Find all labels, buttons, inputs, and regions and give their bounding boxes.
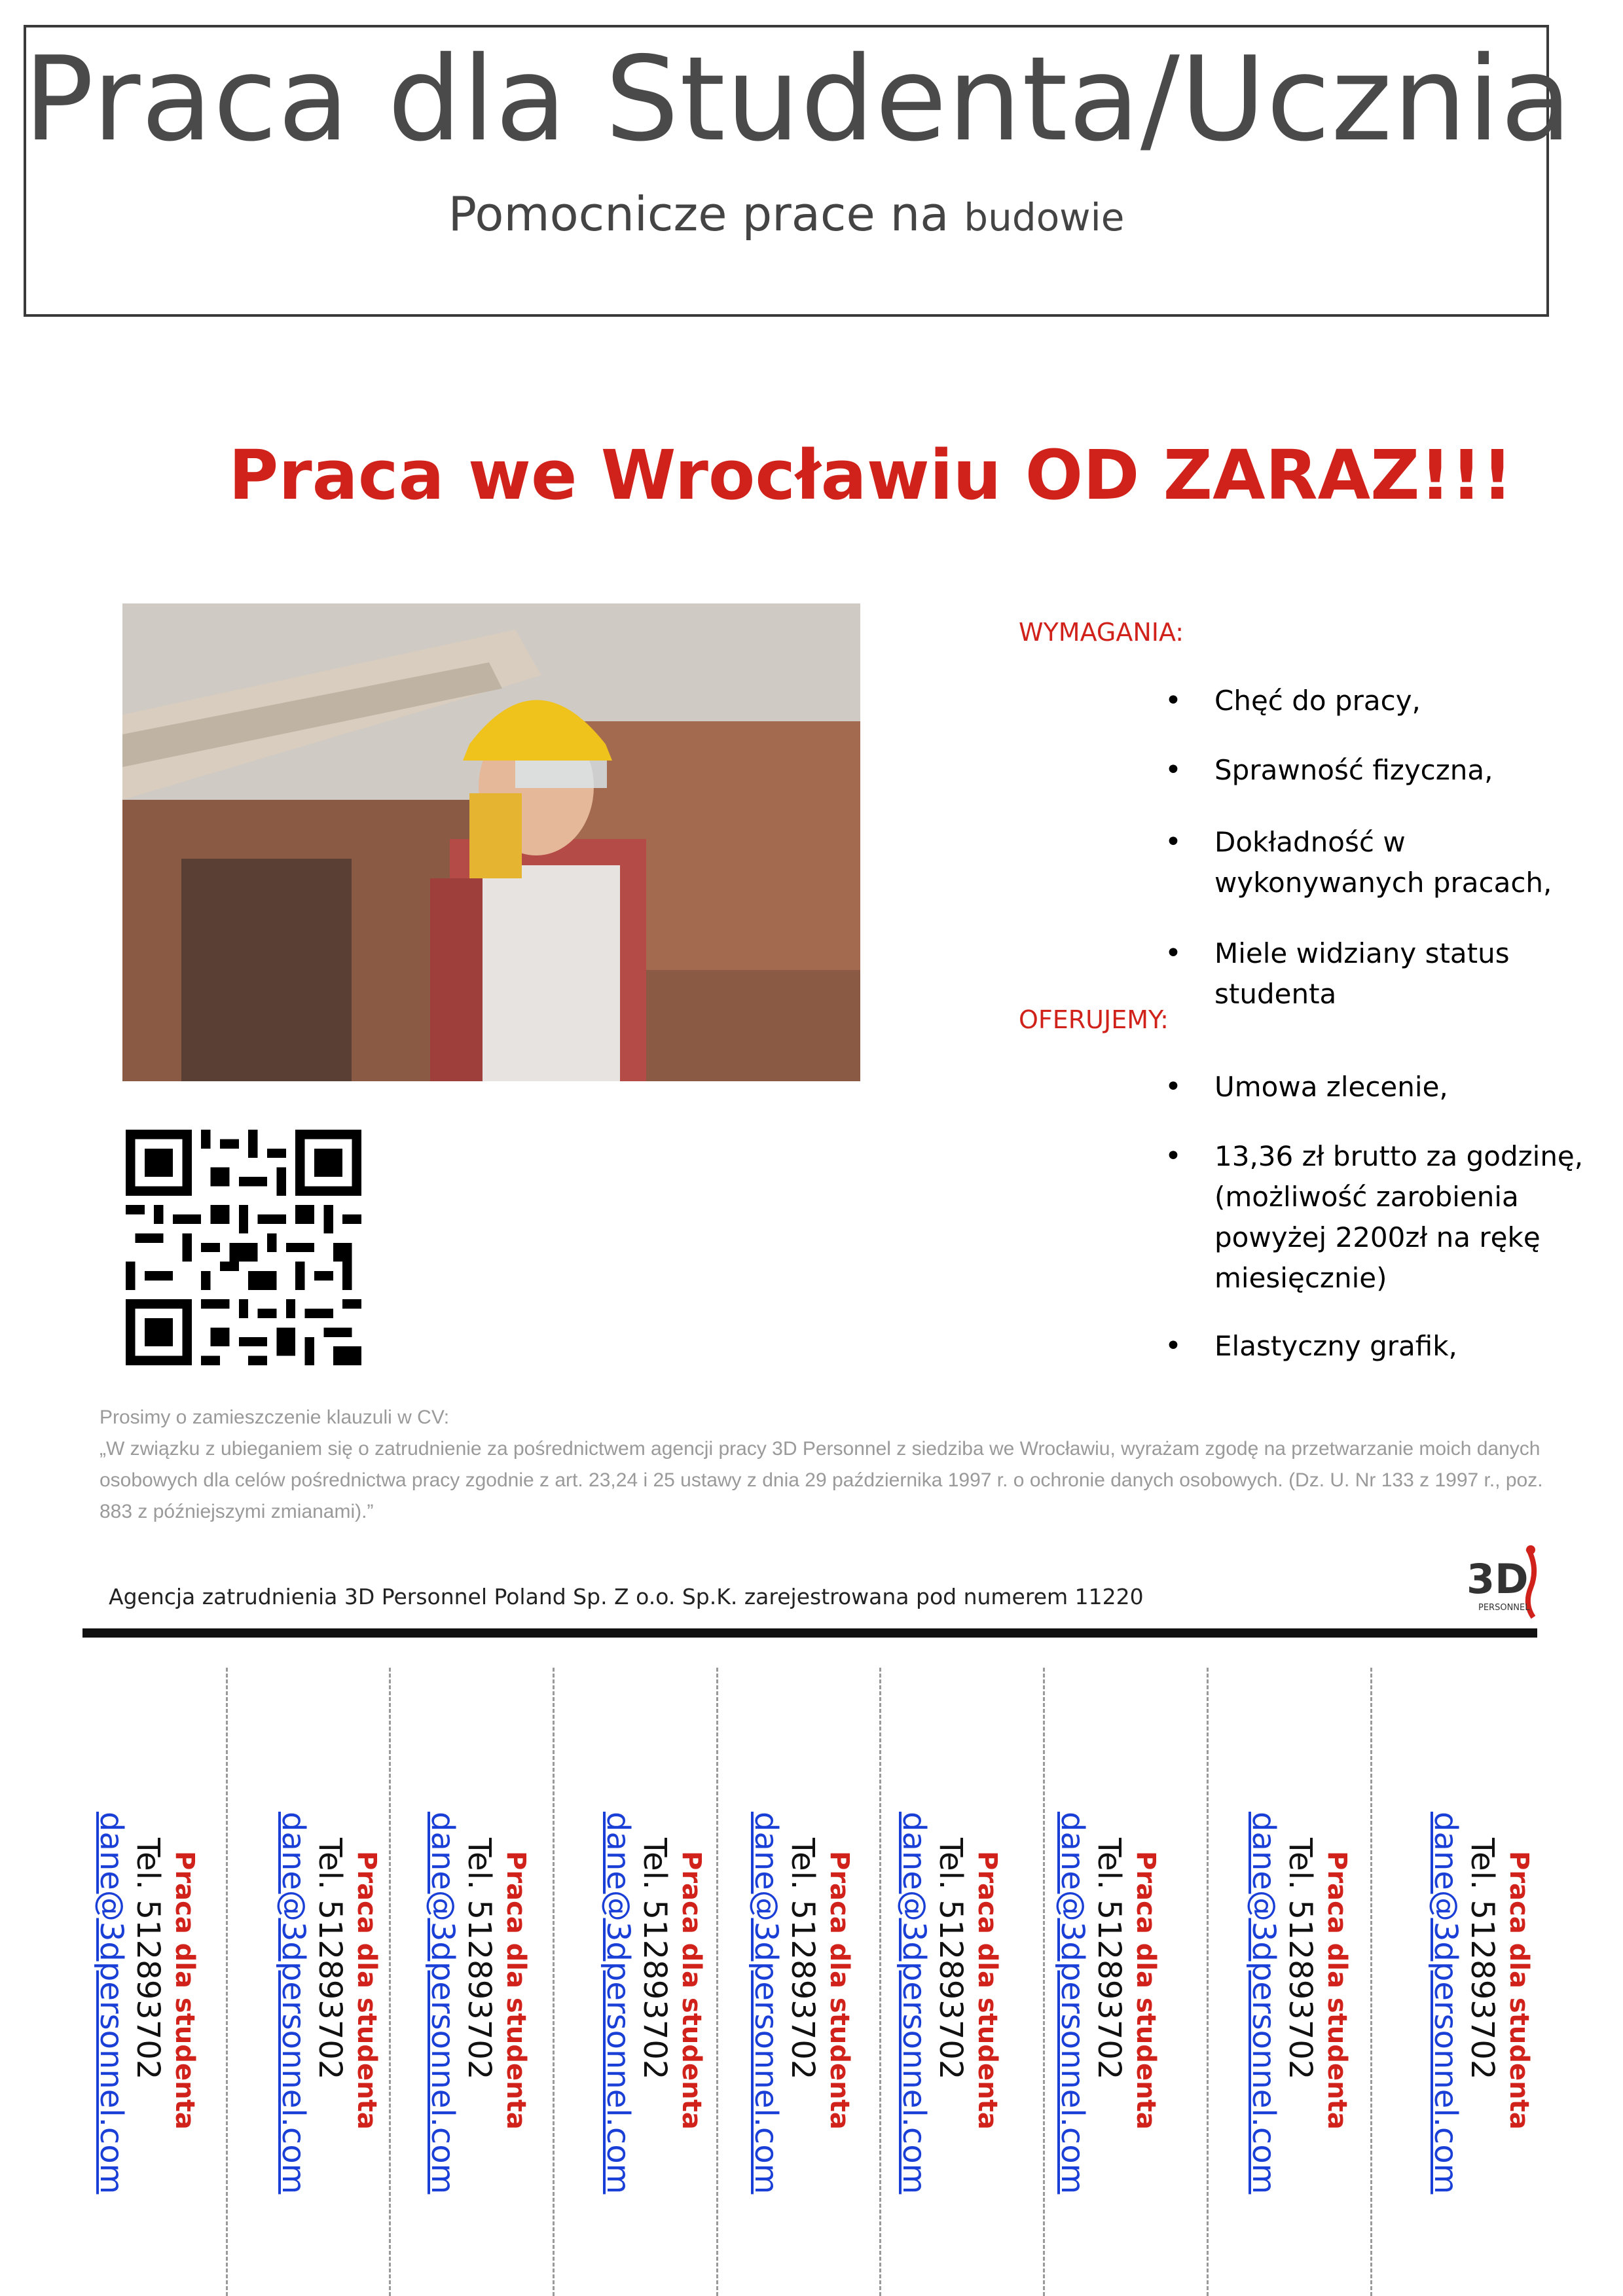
tear-line	[1370, 1668, 1372, 2296]
tab-title: Praca dla studenta	[676, 1851, 706, 2130]
tab-email-link[interactable]: dane@3dpersonnel.com	[275, 1812, 312, 2195]
tab-email-link[interactable]: dane@3dpersonnel.com	[896, 1812, 932, 2195]
svg-text:3D: 3D	[1467, 1555, 1529, 1603]
clause-intro: Prosimy o zamieszczenie klauzuli w CV:	[100, 1407, 450, 1428]
requirement-item: • Dokładność w wykonywanych pracach,	[1214, 822, 1620, 903]
tab-phone: Tel. 512893702	[1091, 1838, 1127, 2080]
page-title: Praca dla Studenta/Ucznia	[24, 31, 1573, 167]
tab-email-link[interactable]: dane@3dpersonnel.com	[93, 1812, 130, 2195]
offer-item: • Umowa zlecenie,	[1214, 1067, 1620, 1107]
tear-line	[1043, 1668, 1045, 2296]
offer-item: • Elastyczny grafik,	[1214, 1326, 1620, 1367]
tab-phone: Tel. 512893702	[312, 1838, 348, 2080]
tab-phone: Tel. 512893702	[932, 1838, 969, 2080]
tear-line	[553, 1668, 555, 2296]
offer-label: OFERUJEMY:	[1019, 1005, 1169, 1034]
requirement-item: • Miele widziany status studenta	[1214, 933, 1620, 1014]
tab-email-link[interactable]: dane@3dpersonnel.com	[1245, 1812, 1282, 2195]
construction-worker-photo	[122, 603, 860, 1081]
tab-phone: Tel. 512893702	[1282, 1838, 1319, 2080]
requirement-item: • Sprawność fizyczna,	[1214, 750, 1620, 791]
page-subtitle	[24, 187, 1549, 242]
tear-line	[389, 1668, 391, 2296]
tab-phone: Tel. 512893702	[1464, 1838, 1501, 2080]
tab-email-link[interactable]: dane@3dpersonnel.com	[424, 1812, 461, 2195]
tab-title: Praca dla studenta	[352, 1851, 382, 2130]
offer-item: • 13,36 zł brutto za godzinę, (możliwość zarobienia powyżej 2200zł na rękę miesięcznie)	[1214, 1136, 1620, 1299]
tab-title: Praca dla studenta	[501, 1851, 531, 2130]
tab-phone: Tel. 512893702	[130, 1838, 166, 2080]
divider-bar	[82, 1628, 1537, 1638]
tab-title: Praca dla studenta	[1504, 1851, 1534, 2130]
svg-text:PERSONNEL: PERSONNEL	[1478, 1603, 1530, 1613]
requirements-label: WYMAGANIA:	[1019, 618, 1184, 647]
tab-title: Praca dla studenta	[1131, 1851, 1161, 2130]
tab-title: Praca dla studenta	[1322, 1851, 1352, 2130]
requirement-item: • Chęć do pracy,	[1214, 681, 1620, 721]
company-logo	[1460, 1542, 1545, 1621]
tear-line	[1207, 1668, 1209, 2296]
subtitle-main: Pomocnicze prace na	[448, 187, 964, 242]
tab-title: Praca dla studenta	[170, 1851, 200, 2130]
tear-line	[226, 1668, 228, 2296]
clause-text: „W związku z ubieganiem się o zatrudnienie za pośrednictwem agencji pracy 3D Personnel z siedziba we Wrocławiu, wyrażam zgodę na przetwarzanie moich danych osobowych dla celów pośrednictwa pracy zgodnie z art. 23,24 i 25 ustawy z dnia 29 października 1997 r. o ochronie danych osobowych. (Dz. U. Nr 133 z 1997 r., poz. 883 z późniejszymi zmianami).”	[100, 1438, 1543, 1522]
tear-line	[716, 1668, 718, 2296]
tab-email-link[interactable]: dane@3dpersonnel.com	[1427, 1812, 1464, 2195]
tear-line	[879, 1668, 881, 2296]
tab-phone: Tel. 512893702	[784, 1838, 821, 2080]
gdpr-clause	[100, 1402, 1559, 1528]
qr-code[interactable]	[126, 1130, 361, 1365]
tab-email-link[interactable]: dane@3dpersonnel.com	[1054, 1812, 1091, 2195]
agency-info: Agencja zatrudnienia 3D Personnel Poland Sp. Z o.o. Sp.K. zarejestrowana pod numerem 11220	[109, 1584, 1144, 1609]
tab-phone: Tel. 512893702	[636, 1838, 673, 2080]
tab-title: Praca dla studenta	[824, 1851, 854, 2130]
headline: Praca we Wrocławiu OD ZARAZ!!!	[228, 435, 1513, 515]
tab-phone: Tel. 512893702	[461, 1838, 498, 2080]
tab-title: Praca dla studenta	[972, 1851, 1002, 2130]
tab-email-link[interactable]: dane@3dpersonnel.com	[748, 1812, 784, 2195]
tab-email-link[interactable]: dane@3dpersonnel.com	[600, 1812, 636, 2195]
subtitle-small: budowie	[964, 195, 1125, 240]
